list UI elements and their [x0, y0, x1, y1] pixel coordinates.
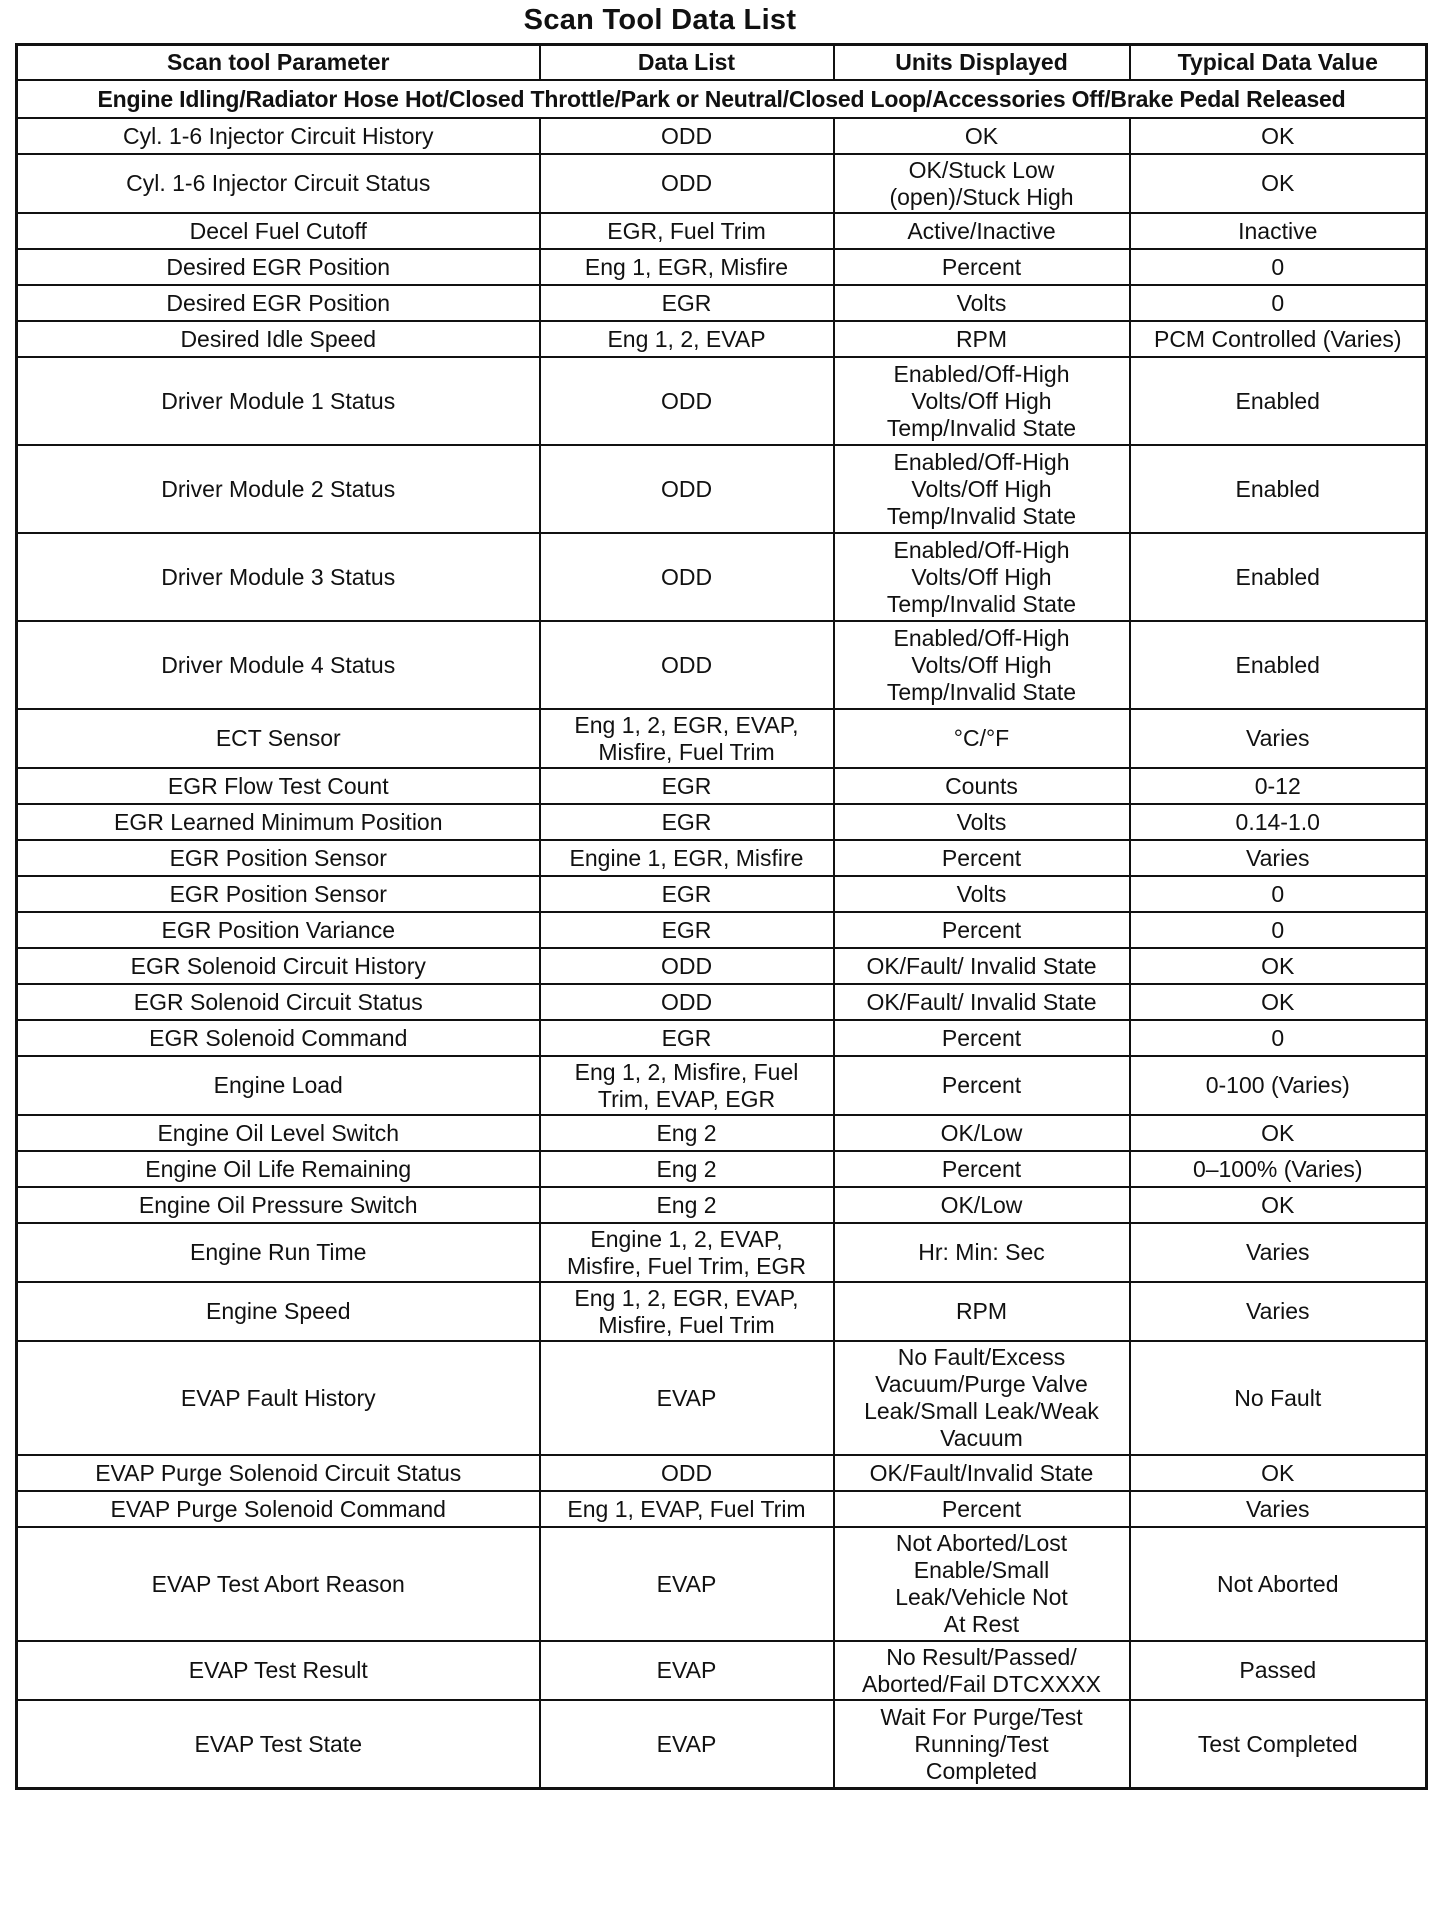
header-units-displayed: Units Displayed [834, 45, 1130, 81]
cell-data-list-line: EGR [661, 1024, 712, 1051]
cell-scan-tool-parameter: EVAP Test Result [17, 1641, 540, 1700]
cell-units-displayed-line: No Result/Passed/ [886, 1643, 1077, 1670]
cell-data-list [540, 1115, 834, 1151]
cell-data-list-line: EGR, Fuel Trim [607, 217, 766, 244]
header-scan-tool-parameter: Scan tool Parameter [17, 45, 540, 81]
table-row [17, 1151, 1427, 1187]
header-typical-data-value: Typical Data Value [1130, 45, 1427, 81]
cell-scan-tool-parameter: Engine Oil Level Switch [17, 1115, 540, 1151]
cell-units-displayed-line: Volts [956, 808, 1007, 835]
table-row [17, 1641, 1427, 1700]
cell-units-displayed-line: Percent [941, 253, 1022, 280]
cell-units-displayed [834, 1020, 1130, 1056]
cell-scan-tool-parameter: Driver Module 2 Status [17, 445, 540, 533]
cell-units-displayed-line: Volts/Off High [911, 387, 1052, 414]
cell-typical-data-value-line: Inactive [1238, 217, 1318, 244]
cell-units-displayed-line: No Fault/Excess [897, 1344, 1066, 1370]
cell-data-list [540, 1056, 834, 1115]
cell-units-displayed [834, 876, 1130, 912]
cell-data-list-line: EGR [661, 916, 712, 943]
cell-units-displayed-line: OK/Low [940, 1191, 1023, 1218]
cell-data-list-line: Eng 1, 2, EGR, EVAP, [574, 711, 799, 738]
cell-units-displayed-line: Temp/Invalid State [886, 414, 1077, 441]
cell-typical-data-value [1130, 213, 1427, 249]
cell-units-displayed-line: Volts/Off High [911, 475, 1052, 502]
cell-scan-tool-parameter: Engine Load [17, 1056, 540, 1115]
cell-scan-tool-parameter: Driver Module 1 Status [17, 357, 540, 445]
cell-units-displayed [834, 249, 1130, 285]
condition-row [17, 80, 1427, 118]
cell-data-list-line: Misfire, Fuel Trim [598, 738, 775, 765]
cell-units-displayed [834, 1115, 1130, 1151]
cell-data-list-line: EGR [661, 289, 712, 316]
scan-tool-data-table [15, 43, 1428, 1790]
cell-units-displayed [834, 621, 1130, 709]
cell-scan-tool-parameter: ECT Sensor [17, 709, 540, 768]
cell-units-displayed [834, 1491, 1130, 1527]
cell-units-displayed [834, 709, 1130, 768]
cell-units-displayed [834, 1455, 1130, 1491]
cell-typical-data-value [1130, 1700, 1427, 1789]
cell-data-list-line: ODD [660, 387, 713, 414]
cell-units-displayed-line: Percent [941, 916, 1022, 943]
cell-typical-data-value [1130, 533, 1427, 621]
cell-typical-data-value [1130, 1455, 1427, 1491]
cell-units-displayed [834, 445, 1130, 533]
table-row [17, 709, 1427, 768]
cell-typical-data-value [1130, 154, 1427, 213]
cell-units-displayed-line: RPM [955, 325, 1008, 352]
cell-scan-tool-parameter: EVAP Purge Solenoid Command [17, 1491, 540, 1527]
cell-units-displayed [834, 1056, 1130, 1115]
cell-scan-tool-parameter: Driver Module 3 Status [17, 533, 540, 621]
cell-typical-data-value [1130, 621, 1427, 709]
table-row [17, 1115, 1427, 1151]
cell-typical-data-value-line: No Fault [1234, 1384, 1322, 1411]
cell-typical-data-value [1130, 948, 1427, 984]
cell-data-list-line: ODD [660, 952, 713, 979]
cell-typical-data-value [1130, 804, 1427, 840]
cell-units-displayed-line: OK/Fault/Invalid State [869, 1459, 1094, 1486]
cell-units-displayed-line: Temp/Invalid State [886, 590, 1077, 617]
cell-typical-data-value-line: 0.14-1.0 [1235, 808, 1320, 835]
cell-units-displayed [834, 1641, 1130, 1700]
cell-typical-data-value-line: OK [1261, 988, 1295, 1015]
table-row [17, 1056, 1427, 1115]
cell-units-displayed-line: OK/Fault/ Invalid State [866, 988, 1097, 1015]
cell-data-list [540, 1020, 834, 1056]
table-row [17, 1455, 1427, 1491]
cell-scan-tool-parameter: Driver Module 4 Status [17, 621, 540, 709]
table-row [17, 621, 1427, 709]
cell-data-list-line: EVAP [656, 1570, 717, 1597]
cell-data-list-line: Eng 2 [656, 1155, 717, 1182]
cell-data-list-line: EVAP [656, 1384, 717, 1411]
cell-typical-data-value [1130, 876, 1427, 912]
cell-typical-data-value-line: Enabled [1235, 387, 1320, 414]
cell-data-list [540, 876, 834, 912]
cell-units-displayed-line: Volts [956, 289, 1007, 316]
cell-data-list [540, 285, 834, 321]
cell-scan-tool-parameter: Decel Fuel Cutoff [17, 213, 540, 249]
cell-data-list-line: Eng 2 [656, 1191, 717, 1218]
cell-units-displayed [834, 285, 1130, 321]
cell-data-list [540, 1491, 834, 1527]
cell-typical-data-value-line: Test Completed [1197, 1730, 1358, 1757]
cell-units-displayed-line: (open)/Stuck High [889, 183, 1074, 210]
cell-typical-data-value-line: Varies [1246, 1495, 1310, 1522]
table-row [17, 912, 1427, 948]
cell-data-list [540, 709, 834, 768]
cell-units-displayed-line: Percent [941, 844, 1022, 871]
cell-units-displayed-line: Percent [941, 1495, 1022, 1522]
cell-data-list-line: Eng 1, 2, Misfire, Fuel [574, 1058, 799, 1085]
cell-units-displayed-line: OK/Stuck Low [908, 156, 1055, 183]
table-title: Scan Tool Data List [523, 4, 797, 36]
cell-data-list-line: ODD [660, 475, 713, 502]
header-data-list: Data List [540, 45, 834, 81]
cell-typical-data-value-line: 0 [1271, 289, 1285, 316]
cell-data-list [540, 768, 834, 804]
cell-units-displayed-line: Vacuum [940, 1425, 1023, 1451]
cell-scan-tool-parameter: EGR Position Sensor [17, 840, 540, 876]
cell-data-list-line: Misfire, Fuel Trim [598, 1311, 775, 1338]
cell-data-list [540, 840, 834, 876]
cell-scan-tool-parameter: EVAP Test Abort Reason [17, 1527, 540, 1641]
cell-units-displayed-line: Running/Test [914, 1730, 1049, 1757]
table-row [17, 357, 1427, 445]
cell-scan-tool-parameter: EGR Flow Test Count [17, 768, 540, 804]
cell-data-list [540, 213, 834, 249]
table-row [17, 1341, 1427, 1455]
cell-units-displayed-line: Vacuum/Purge Valve [875, 1371, 1088, 1397]
cell-units-displayed [834, 118, 1130, 154]
cell-typical-data-value [1130, 1282, 1427, 1341]
cell-typical-data-value [1130, 1056, 1427, 1115]
table-row [17, 876, 1427, 912]
table-row [17, 1527, 1427, 1641]
cell-units-displayed-line: Not Aborted/Lost [895, 1530, 1068, 1556]
cell-units-displayed [834, 984, 1130, 1020]
cell-typical-data-value-line: 0 [1271, 916, 1285, 943]
table-row [17, 445, 1427, 533]
cell-units-displayed-line: Enabled/Off-High [893, 360, 1070, 387]
cell-units-displayed-line: Temp/Invalid State [886, 502, 1077, 529]
cell-typical-data-value [1130, 1491, 1427, 1527]
cell-units-displayed-line: Leak/Small Leak/Weak [864, 1398, 1099, 1424]
cell-data-list-line: EGR [661, 772, 712, 799]
cell-typical-data-value-line: 0 [1271, 253, 1285, 280]
cell-typical-data-value [1130, 1223, 1427, 1282]
cell-typical-data-value [1130, 840, 1427, 876]
cell-scan-tool-parameter: Cyl. 1-6 Injector Circuit History [17, 118, 540, 154]
cell-data-list-line: ODD [660, 651, 713, 678]
cell-typical-data-value-line: Not Aborted [1217, 1570, 1339, 1597]
cell-data-list [540, 1187, 834, 1223]
cell-data-list-line: EVAP [656, 1730, 717, 1757]
cell-units-displayed-line: Percent [941, 1155, 1022, 1182]
cell-typical-data-value-line: OK [1261, 1119, 1295, 1146]
cell-typical-data-value-line: Varies [1246, 1298, 1310, 1324]
cell-units-displayed-line: Completed [925, 1757, 1038, 1784]
cell-units-displayed [834, 912, 1130, 948]
cell-typical-data-value [1130, 118, 1427, 154]
cell-typical-data-value-line: OK [1261, 1459, 1295, 1486]
cell-typical-data-value [1130, 1527, 1427, 1641]
table-row [17, 154, 1427, 213]
cell-units-displayed [834, 533, 1130, 621]
cell-typical-data-value-line: Passed [1239, 1657, 1317, 1683]
cell-data-list [540, 357, 834, 445]
cell-scan-tool-parameter: EVAP Test State [17, 1700, 540, 1789]
cell-typical-data-value-line: OK [1261, 1191, 1295, 1218]
cell-units-displayed [834, 1700, 1130, 1789]
cell-data-list [540, 118, 834, 154]
cell-units-displayed-line: Temp/Invalid State [886, 678, 1077, 705]
cell-units-displayed [834, 357, 1130, 445]
cell-data-list [540, 1641, 834, 1700]
cell-typical-data-value-line: 0 [1271, 880, 1285, 907]
cell-units-displayed-line: Volts/Off High [911, 651, 1052, 678]
cell-scan-tool-parameter: Engine Oil Life Remaining [17, 1151, 540, 1187]
cell-data-list-line: ODD [660, 170, 713, 196]
table-row [17, 1491, 1427, 1527]
cell-units-displayed-line: °C/°F [953, 725, 1010, 751]
cell-typical-data-value-line: Varies [1246, 725, 1310, 751]
cell-units-displayed [834, 1527, 1130, 1641]
cell-data-list-line: Engine 1, 2, EVAP, [590, 1225, 783, 1252]
cell-units-displayed [834, 213, 1130, 249]
cell-data-list-line: ODD [660, 988, 713, 1015]
cell-typical-data-value [1130, 445, 1427, 533]
cell-scan-tool-parameter: Desired EGR Position [17, 285, 540, 321]
cell-units-displayed-line: Enabled/Off-High [893, 448, 1070, 475]
cell-scan-tool-parameter: EGR Solenoid Command [17, 1020, 540, 1056]
table-row [17, 1223, 1427, 1282]
cell-data-list-line: EGR [661, 880, 712, 907]
cell-scan-tool-parameter: EVAP Fault History [17, 1341, 540, 1455]
table-row [17, 1700, 1427, 1789]
cell-typical-data-value [1130, 709, 1427, 768]
cell-units-displayed-line: Hr: Min: Sec [918, 1239, 1045, 1265]
cell-units-displayed [834, 154, 1130, 213]
cell-units-displayed [834, 1151, 1130, 1187]
cell-data-list-line: Eng 1, EGR, Misfire [584, 253, 789, 280]
cell-units-displayed-line: RPM [955, 1298, 1008, 1324]
table-row [17, 768, 1427, 804]
cell-typical-data-value-line: OK [1261, 170, 1295, 196]
table-row [17, 213, 1427, 249]
table-row [17, 948, 1427, 984]
cell-typical-data-value [1130, 1641, 1427, 1700]
cell-typical-data-value [1130, 1020, 1427, 1056]
header-row [17, 45, 1427, 81]
cell-typical-data-value-line: 0-100 (Varies) [1205, 1072, 1350, 1098]
cell-units-displayed [834, 768, 1130, 804]
cell-units-displayed-line: OK [964, 122, 999, 149]
cell-data-list [540, 533, 834, 621]
cell-units-displayed-line: Enabled/Off-High [893, 624, 1070, 651]
cell-data-list-line: ODD [660, 563, 713, 590]
cell-data-list-line: EVAP [656, 1657, 717, 1683]
table-row [17, 533, 1427, 621]
cell-data-list [540, 984, 834, 1020]
table-row [17, 1187, 1427, 1223]
cell-data-list [540, 1527, 834, 1641]
cell-data-list [540, 912, 834, 948]
table-row [17, 1020, 1427, 1056]
cell-typical-data-value [1130, 357, 1427, 445]
cell-data-list-line: Misfire, Fuel Trim, EGR [567, 1252, 806, 1279]
cell-typical-data-value-line: 0-12 [1254, 772, 1301, 799]
cell-scan-tool-parameter: EGR Position Sensor [17, 876, 540, 912]
cell-typical-data-value [1130, 321, 1427, 357]
cell-data-list [540, 948, 834, 984]
cell-data-list [540, 1223, 834, 1282]
cell-data-list [540, 445, 834, 533]
cell-scan-tool-parameter: EGR Learned Minimum Position [17, 804, 540, 840]
cell-units-displayed [834, 1223, 1130, 1282]
cell-typical-data-value-line: OK [1261, 952, 1295, 979]
table-row [17, 249, 1427, 285]
cell-data-list [540, 804, 834, 840]
cell-scan-tool-parameter: Engine Oil Pressure Switch [17, 1187, 540, 1223]
cell-units-displayed-line: Wait For Purge/Test [880, 1703, 1083, 1730]
cell-units-displayed-line: Percent [941, 1072, 1022, 1098]
cell-typical-data-value-line: Enabled [1235, 651, 1320, 678]
table-row [17, 804, 1427, 840]
cell-data-list [540, 154, 834, 213]
cell-units-displayed [834, 948, 1130, 984]
cell-units-displayed-line: Active/Inactive [907, 217, 1056, 244]
cell-data-list [540, 1282, 834, 1341]
cell-units-displayed-line: At Rest [943, 1611, 1020, 1637]
cell-scan-tool-parameter: Desired Idle Speed [17, 321, 540, 357]
cell-data-list-line: Engine 1, EGR, Misfire [569, 844, 804, 871]
cell-data-list-line: Eng 1, 2, EGR, EVAP, [574, 1284, 799, 1311]
table-row [17, 285, 1427, 321]
cell-typical-data-value [1130, 285, 1427, 321]
cell-typical-data-value [1130, 1115, 1427, 1151]
cell-typical-data-value-line: 0 [1271, 1024, 1285, 1051]
cell-units-displayed-line: Leak/Vehicle Not [895, 1584, 1068, 1610]
cell-data-list-line: Trim, EVAP, EGR [597, 1085, 776, 1112]
cell-units-displayed-line: Aborted/Fail DTCXXXX [861, 1670, 1102, 1697]
cell-scan-tool-parameter: Engine Speed [17, 1282, 540, 1341]
cell-typical-data-value-line: Varies [1246, 1239, 1310, 1265]
cell-typical-data-value-line: Enabled [1235, 563, 1320, 590]
cell-data-list [540, 1700, 834, 1789]
cell-data-list [540, 1341, 834, 1455]
cell-typical-data-value-line: 0–100% (Varies) [1192, 1155, 1363, 1182]
cell-data-list [540, 621, 834, 709]
cell-typical-data-value [1130, 912, 1427, 948]
cell-data-list-line: Eng 1, 2, EVAP [607, 325, 766, 352]
table-body [17, 118, 1427, 1789]
cell-units-displayed-line: Enabled/Off-High [893, 536, 1070, 563]
cell-typical-data-value-line: OK [1261, 122, 1295, 149]
cell-data-list-line: ODD [660, 1459, 713, 1486]
cell-scan-tool-parameter: EGR Solenoid Circuit Status [17, 984, 540, 1020]
cell-data-list-line: EGR [661, 808, 712, 835]
cell-scan-tool-parameter: Desired EGR Position [17, 249, 540, 285]
table-row [17, 984, 1427, 1020]
cell-typical-data-value [1130, 249, 1427, 285]
cell-data-list [540, 1151, 834, 1187]
cell-units-displayed-line: OK/Fault/ Invalid State [866, 952, 1097, 979]
cell-typical-data-value [1130, 1187, 1427, 1223]
cell-typical-data-value-line: Varies [1246, 844, 1310, 871]
cell-units-displayed [834, 840, 1130, 876]
cell-data-list-line: Eng 2 [656, 1119, 717, 1146]
cell-typical-data-value-line: PCM Controlled (Varies) [1153, 325, 1402, 352]
cell-units-displayed-line: Enable/Small [913, 1557, 1050, 1583]
cell-units-displayed-line: Counts [945, 772, 1018, 799]
cell-units-displayed-line: Percent [941, 1024, 1022, 1051]
operating-condition: Engine Idling/Radiator Hose Hot/Closed Throttle/Park or Neutral/Closed Loop/Accessories Off/Brake Pedal Released [17, 80, 1427, 118]
cell-data-list [540, 249, 834, 285]
cell-units-displayed [834, 1187, 1130, 1223]
table-row [17, 321, 1427, 357]
cell-scan-tool-parameter: EGR Solenoid Circuit History [17, 948, 540, 984]
cell-units-displayed [834, 1282, 1130, 1341]
cell-scan-tool-parameter: Cyl. 1-6 Injector Circuit Status [17, 154, 540, 213]
table-row [17, 118, 1427, 154]
cell-scan-tool-parameter: Engine Run Time [17, 1223, 540, 1282]
table-row [17, 840, 1427, 876]
cell-typical-data-value-line: Enabled [1235, 475, 1320, 502]
cell-units-displayed [834, 804, 1130, 840]
cell-typical-data-value [1130, 1151, 1427, 1187]
cell-units-displayed-line: Volts [956, 880, 1007, 907]
cell-data-list [540, 321, 834, 357]
cell-data-list-line: Eng 1, EVAP, Fuel Trim [567, 1495, 806, 1522]
table-row [17, 1282, 1427, 1341]
cell-units-displayed [834, 1341, 1130, 1455]
cell-scan-tool-parameter: EVAP Purge Solenoid Circuit Status [17, 1455, 540, 1491]
cell-typical-data-value [1130, 1341, 1427, 1455]
cell-data-list [540, 1455, 834, 1491]
cell-units-displayed-line: OK/Low [940, 1119, 1023, 1146]
cell-typical-data-value [1130, 768, 1427, 804]
cell-data-list-line: ODD [660, 122, 713, 149]
cell-typical-data-value [1130, 984, 1427, 1020]
cell-units-displayed [834, 321, 1130, 357]
cell-units-displayed-line: Volts/Off High [911, 563, 1052, 590]
cell-scan-tool-parameter: EGR Position Variance [17, 912, 540, 948]
